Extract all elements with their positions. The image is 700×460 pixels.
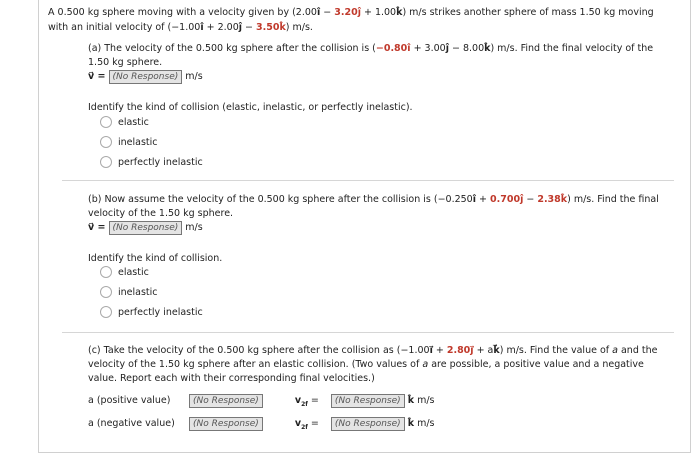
radio-icon[interactable] — [100, 156, 112, 168]
part-a-identify-prompt: Identify the kind of collision (elastic, inelastic, or perfectly inelastic). — [88, 102, 413, 113]
part-b-option-elastic[interactable]: elastic — [100, 266, 149, 280]
unit-label: m/s — [185, 222, 203, 233]
part-b-question: (b) Now assume the velocity of the 0.500 kg sphere after the collision is (−0.250î + 0.700ĵ − 2.38k̂) m/s. Find the final velocity of the 1.50 kg sphere. v⃗ = (No Response) m/s — [88, 193, 678, 235]
radio-icon[interactable] — [100, 136, 112, 148]
divider — [62, 180, 674, 181]
divider — [62, 332, 674, 333]
v2f-label: $v_{2f}$ — [294, 418, 308, 431]
radio-icon[interactable] — [100, 116, 112, 128]
part-a-question: (a) The velocity of the 0.500 kg sphere after the collision is (−0.80î + 3.00ĵ − 8.00k̂) m/s. Find the final velocity of the 1.50 kg sphere. v⃗ = (No Response) m/s — [88, 42, 678, 84]
part-a-velocity-input[interactable]: (No Response) — [109, 70, 183, 84]
unit-label: m/s — [185, 71, 203, 82]
positive-v2f-input[interactable]: (No Response) — [331, 394, 405, 408]
part-c-positive-row: a (positive value) (No Response) $v_{2f} = (No$ Response) k̂ m/s — [88, 395, 435, 408]
part-b-identify-prompt: Identify the kind of collision. — [88, 253, 223, 264]
v2f-label: $v_{2f}$ — [294, 395, 308, 408]
part-c-negative-row: a (negative value) (No Response) $v_{2f} = (No$ Response) k̂ m/s — [88, 418, 435, 431]
part-a-option-inelastic[interactable]: inelastic — [100, 136, 158, 150]
unit-label: m/s — [417, 418, 435, 429]
k-hat-label: k̂ — [407, 418, 415, 429]
part-a-answer-row — [88, 70, 678, 84]
positive-a-input[interactable]: (No Response) — [189, 394, 263, 408]
problem-statement: A 0.500 kg sphere moving with a velocity given by (2.00î − 3.20ĵ + 1.00k̂) m/s strikes another sphere of mass 1.50 kg moving with an initial velocity of (−1.00î + 2.00ĵ − 3.50k̂) m/s. — [48, 7, 654, 33]
part-b-option-inelastic[interactable]: inelastic — [100, 286, 158, 300]
radio-icon[interactable] — [100, 286, 112, 298]
part-b-answer-row — [88, 221, 678, 235]
k-hat-label: k̂ — [407, 395, 415, 406]
part-a-option-elastic[interactable]: elastic — [100, 116, 149, 130]
radio-icon[interactable] — [100, 266, 112, 278]
unit-label: m/s — [417, 395, 435, 406]
velocity-vector-label: v⃗ = — [88, 71, 106, 82]
positive-a-label: a (positive value) — [88, 395, 171, 406]
part-c-question: (c) Take the velocity of the 0.500 kg sphere after the collision as (−1.00i⃗ + 2.80j⃗ + ak⃗) m/s. Find the value of a and the velocity of the 1.50 kg sphere after an elastic collision. (Two values of a are possible, a positive value and a negative value. Report each with their corresponding final velocities.) — [88, 345, 658, 384]
part-a-option-perfectly-inelastic[interactable]: perfectly inelastic — [100, 156, 203, 170]
part-b-option-perfectly-inelastic[interactable]: perfectly inelastic — [100, 306, 203, 320]
radio-icon[interactable] — [100, 306, 112, 318]
part-b-velocity-input[interactable]: (No Response) — [109, 221, 183, 235]
negative-a-input[interactable]: (No Response) — [189, 417, 263, 431]
negative-v2f-input[interactable]: (No Response) — [331, 417, 405, 431]
negative-a-label: a (negative value) — [88, 418, 175, 429]
velocity-vector-label: v⃗ = — [88, 222, 106, 233]
